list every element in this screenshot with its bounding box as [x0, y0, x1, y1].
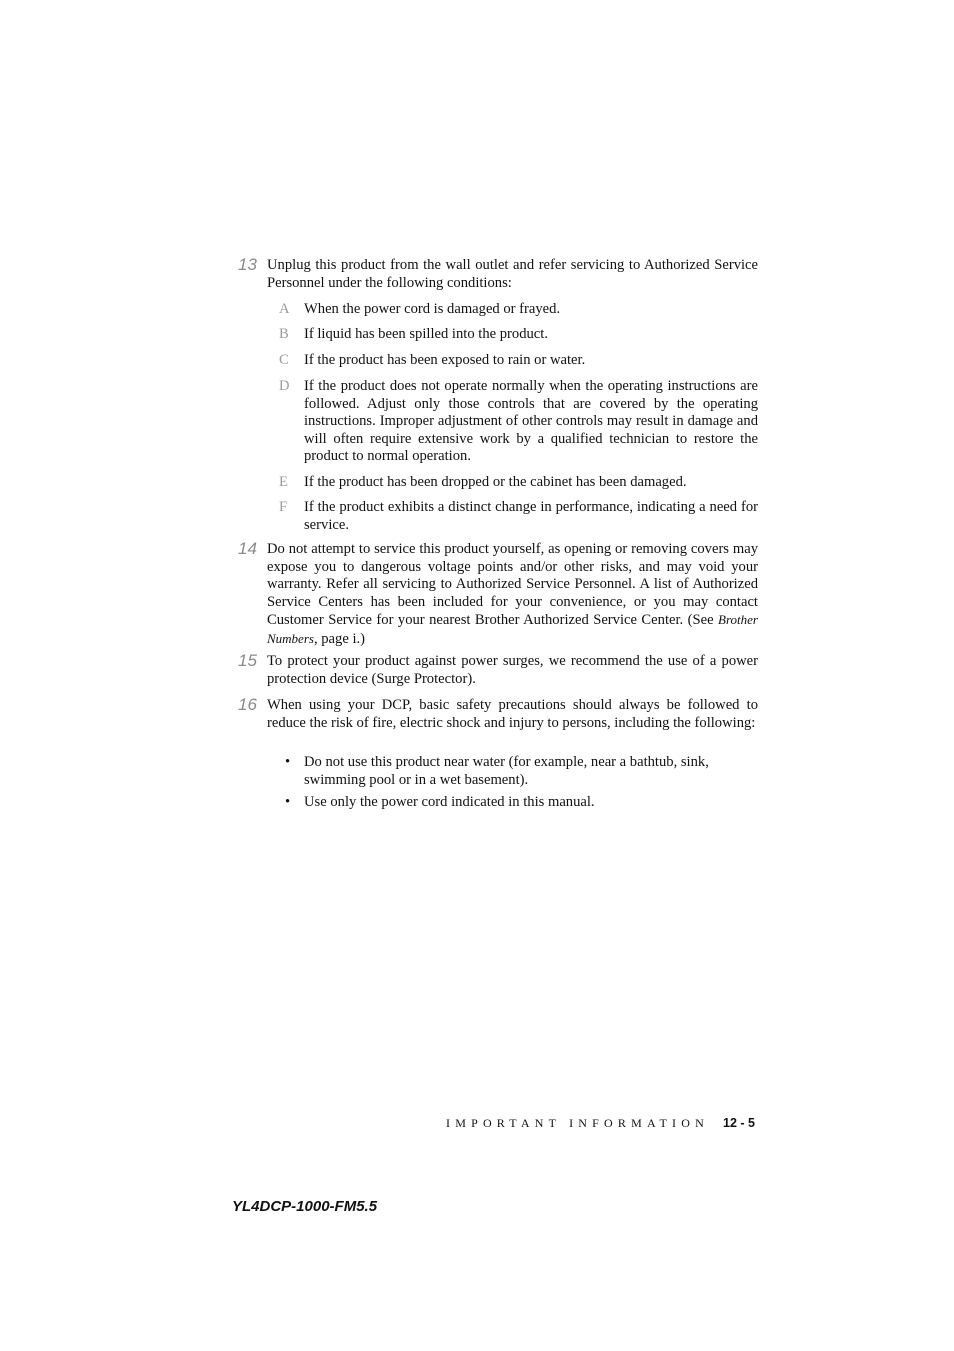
bullet-mark: • [285, 754, 291, 770]
subitem-text: When the power cord is damaged or frayed. [304, 301, 561, 317]
subitem-letter: D [279, 378, 290, 394]
footer-section-title: IMPORTANT INFORMATION [446, 1116, 709, 1130]
subitem-letter: E [279, 474, 288, 490]
item-number: 14 [238, 539, 257, 558]
subitem-text: If the product exhibits a distinct change in performance, indicating a need for service. [304, 499, 758, 533]
item-number: 13 [238, 255, 257, 274]
item-text-tail: , page i.) [313, 630, 366, 647]
subitem-letter: B [279, 326, 289, 342]
subitem-letter: A [279, 301, 290, 317]
subitem-text: If the product does not operate normally when the operating instructions are followed. Adjust only those controls that are covered by the operating instructions. Improper adjustment of other controls may result in damage and will often require extensive work by a qualified technician to restore the product to normal operation. [304, 378, 758, 465]
subitem-letter: C [279, 352, 289, 368]
subitem-text: If the product has been exposed to rain or water. [304, 352, 586, 368]
model-code: YL4DCP-1000-FM5.5 [232, 1198, 378, 1215]
subitem-letter: F [279, 499, 288, 515]
item-text: To protect your product against power surges, we recommend the use of a power protection device (Surge Protector). [267, 653, 758, 687]
brother-numbers-reference: Brother Numbers [267, 612, 758, 646]
bullet-mark: • [285, 794, 291, 810]
item-text-main: Do not attempt to service this product yourself, as opening or removing covers may expose you to dangerous voltage points and/or other risks, and may void your warranty. Refer all servicing to Authorized Service Personnel. A list of Authorized Service Centers has been included for your convenience, or you may contact Customer Service for your nearest Brother Authorized Service Center. (See [267, 541, 758, 629]
item-text [267, 541, 758, 649]
item-number: 15 [238, 651, 257, 670]
item-text: Unplug this product from the wall outlet and refer servicing to Authorized Service Personnel under the following conditions: [267, 257, 758, 291]
item-number: 16 [238, 695, 257, 714]
item-text: When using your DCP, basic safety precautions should always be followed to reduce the risk of fire, electric shock and injury to persons, including the following: [267, 697, 758, 731]
subitem-text: If the product has been dropped or the cabinet has been damaged. [304, 474, 687, 490]
bullet-text: Use only the power cord indicated in this manual. [304, 794, 595, 810]
bullet-text: Do not use this product near water (for example, near a bathtub, sink, swimming pool or in a wet basement). [304, 754, 709, 788]
subitem-text: If liquid has been spilled into the product. [304, 326, 548, 342]
footer-page-number: 12 - 5 [723, 1116, 755, 1130]
